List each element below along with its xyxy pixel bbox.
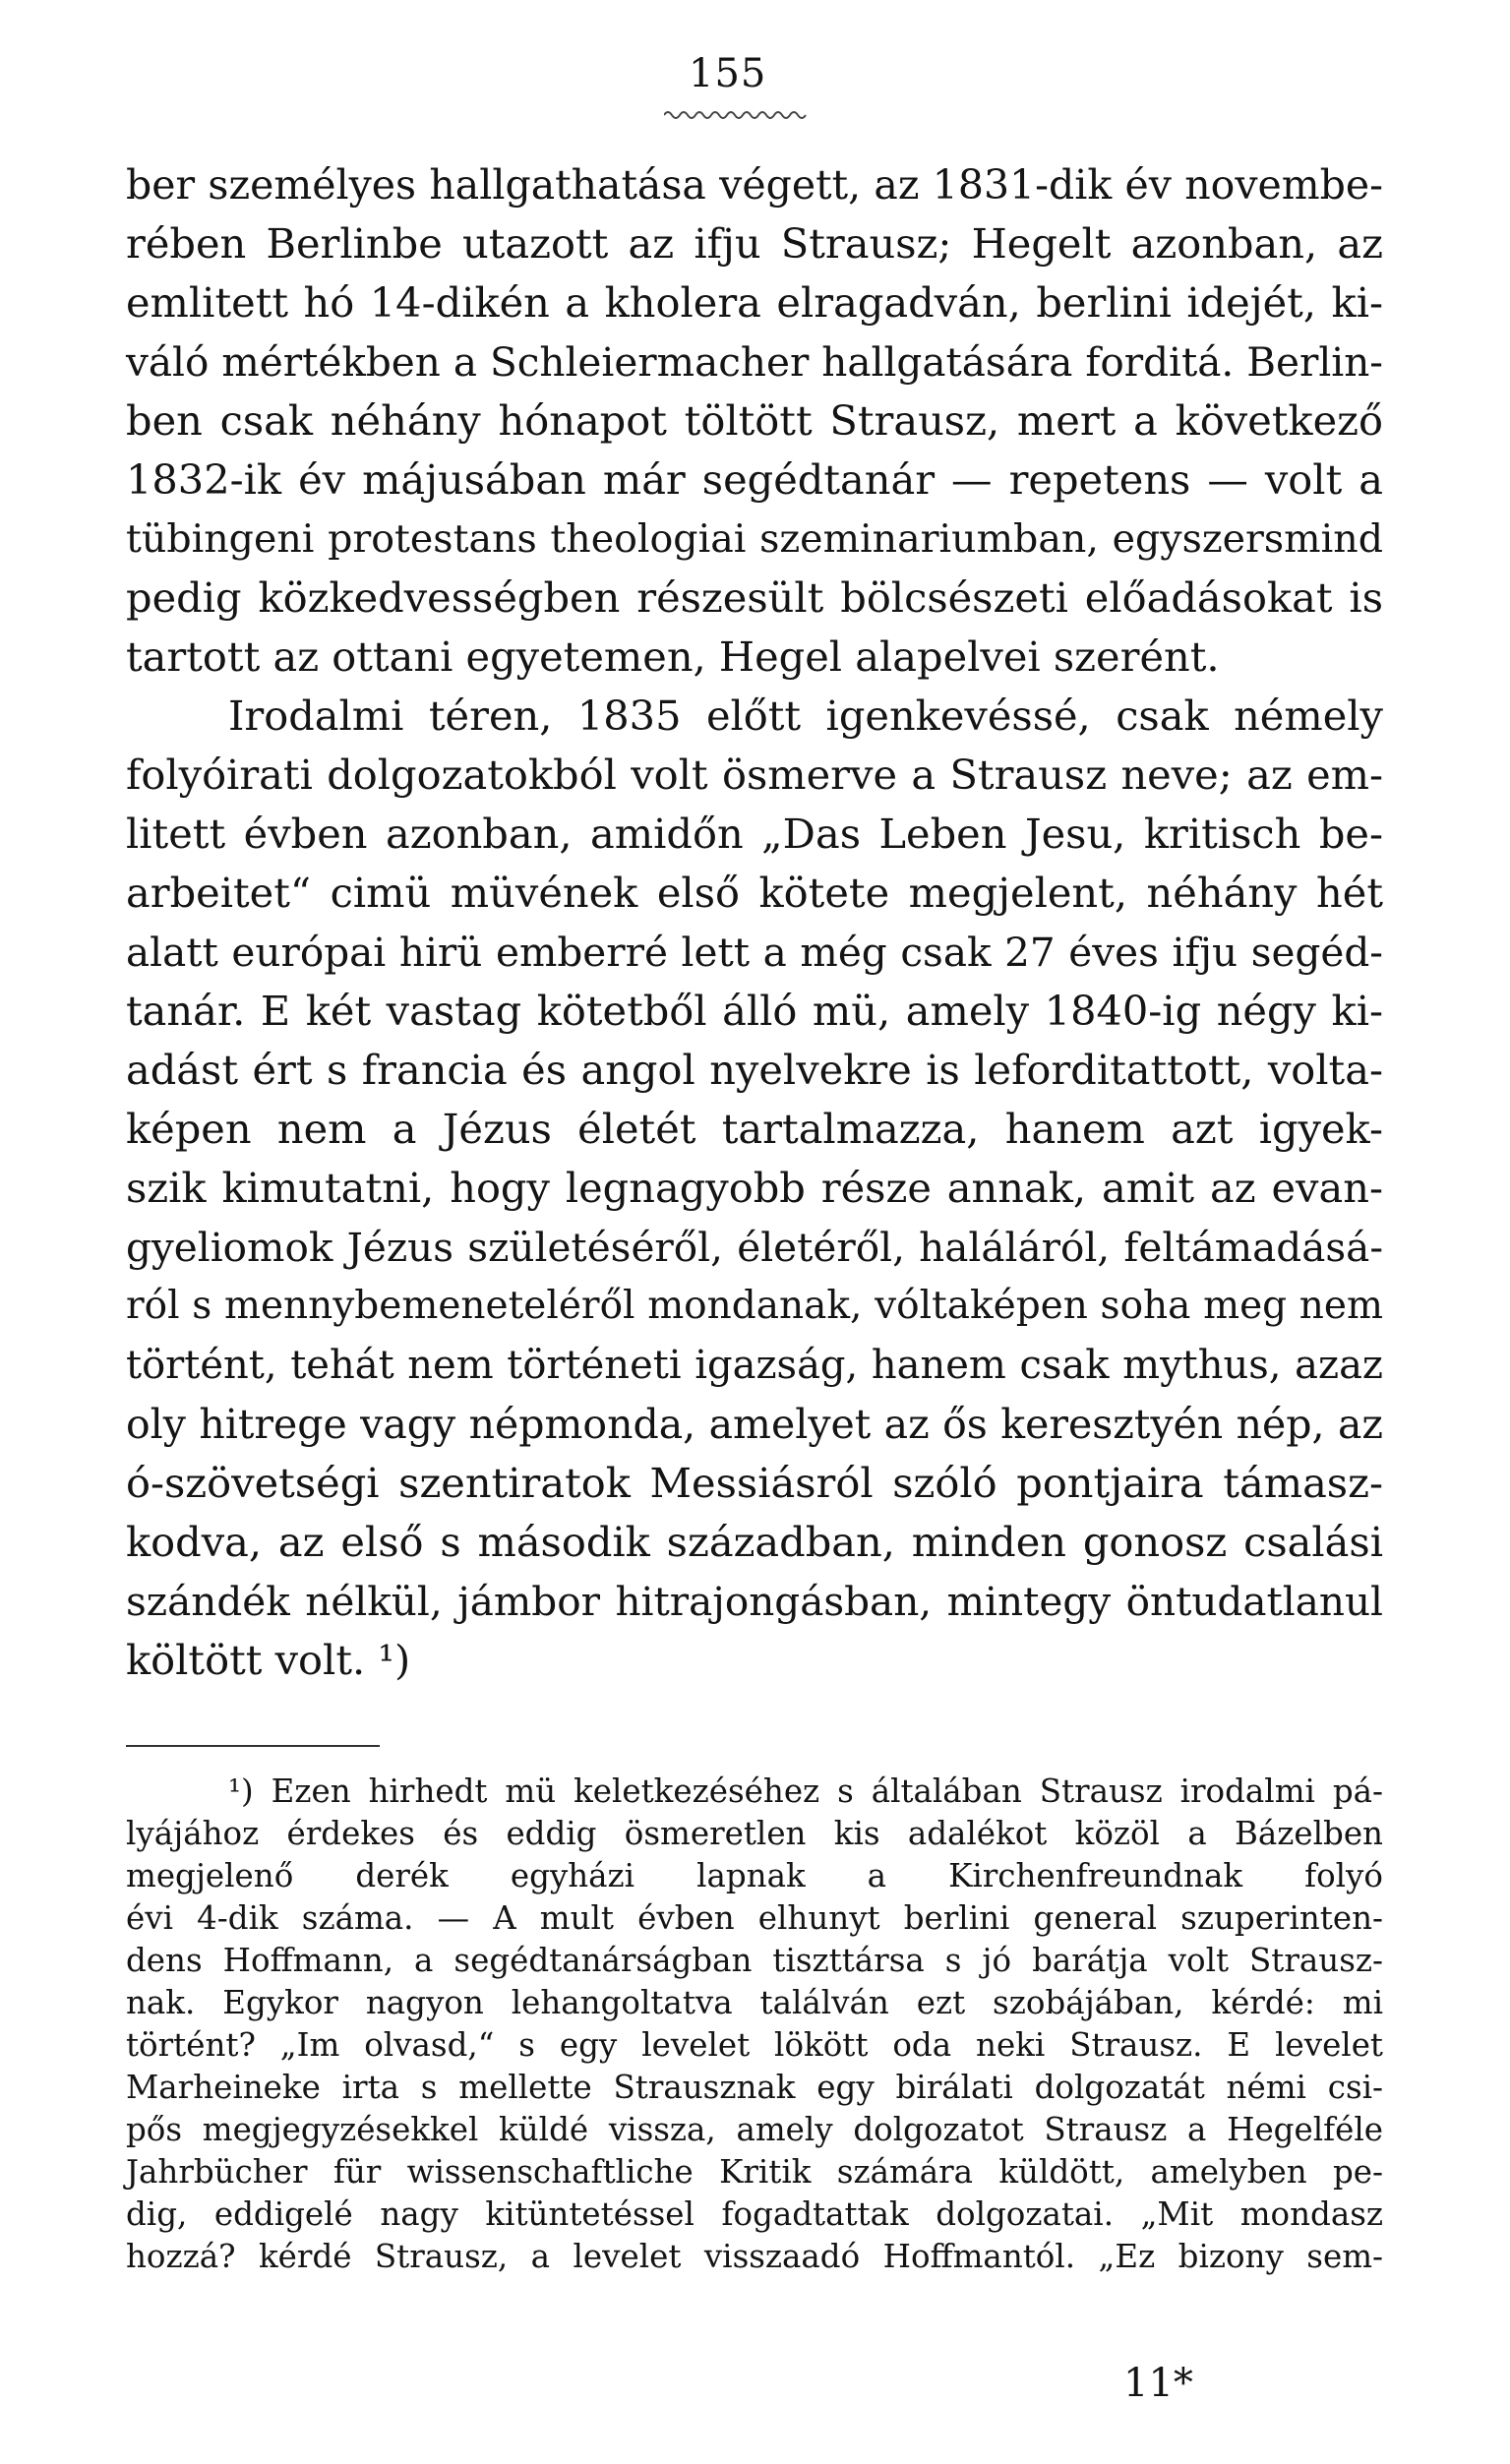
body-line: arbeitet“ cimü müvének első kötete megjelent, néhány hét [126, 869, 1383, 917]
page-number: 155 [689, 51, 767, 96]
body-line: szik kimutatni, hogy legnagyobb része annak, amit az evan- [126, 1164, 1383, 1212]
footnote-line: ¹) Ezen hirhedt mü keletkezéséhez s általában Strausz irodalmi pá- [228, 1773, 1383, 1810]
body-line: ben csak néhány hónapot töltött Strausz, mert a következő [126, 396, 1383, 445]
footnote-line: évi 4-dik száma. — A mult évben elhunyt berlini general szuperinten- [126, 1899, 1383, 1937]
header-ornament [664, 108, 812, 122]
footnote-line: Jahrbücher für wissenschaftliche Kritik számára küldött, amelyben pe- [126, 2153, 1383, 2191]
body-line: ber személyes hallgathatása végett, az 1831-dik év novembe- [126, 161, 1383, 209]
footnote-line: pős megjegyzésekkel küldé vissza, amely dolgozatot Strausz a Hegelféle [126, 2111, 1383, 2148]
body-line: alatt európai hirü emberré lett a még csak 27 éves ifju segéd- [126, 929, 1383, 976]
body-line: képen nem a Jézus életét tartalmazza, hanem azt igyek- [126, 1105, 1383, 1153]
body-line: tübingeni protestans theologiai szeminariumban, egyszersmind [126, 516, 1383, 562]
footnote-line: történt? „Im olvasd,“ s egy levelet lökött oda neki Strausz. E levelet [126, 2026, 1383, 2064]
body-line: oly hitrege vagy népmonda, amelyet az ős keresztyén nép, az [126, 1401, 1383, 1448]
body-line: tanár. E két vastag kötetből álló mü, amely 1840-ig négy ki- [126, 987, 1383, 1035]
body-line: történt, tehát nem történeti igazság, hanem csak mythus, azaz [126, 1343, 1383, 1388]
body-line: költött volt. ¹) [126, 1636, 411, 1684]
body-line: ról s mennybemeneteléről mondanak, vóltaképen soha meg nem [126, 1284, 1383, 1328]
body-line: váló mértékben a Schleiermacher hallgatására forditá. Berlin- [126, 338, 1383, 386]
body-line: emlitett hó 14-dikén a kholera elragadván, berlini idejét, ki- [126, 278, 1383, 327]
footnote-line: megjelenő derék egyházi lapnak a Kirchenfreundnak folyó [126, 1857, 1383, 1894]
footnote-line: lyájához érdekes és eddig ösmeretlen kis adalékot közöl a Bázelben [126, 1815, 1383, 1852]
body-line: adást ért s francia és angol nyelvekre is leforditattott, volta- [126, 1046, 1383, 1094]
footnote-line: Marheineke irta s mellette Strausznak egy birálati dolgozatát némi csi- [126, 2069, 1383, 2106]
body-line: ó-szövetségi szentiratok Messiásról szóló pontjaira támasz- [126, 1459, 1383, 1507]
footnote-rule [126, 1745, 380, 1747]
body-line: litett évben azonban, amidőn „Das Leben Jesu, kritisch be- [126, 810, 1383, 858]
body-line: 1832-ik év májusában már segédtanár — repetens — volt a [126, 455, 1383, 504]
body-line: Irodalmi téren, 1835 előtt igenkevéssé, csak némely [228, 691, 1383, 740]
body-line: rében Berlinbe utazott az ifju Strausz; Hegelt azonban, az [126, 219, 1383, 268]
footnote-line: dig, eddigelé nagy kitüntetéssel fogadtattak dolgozatai. „Mit mondasz [126, 2195, 1383, 2233]
body-line: kodva, az első s második században, minden gonosz csalási [126, 1518, 1383, 1566]
footnote-line: hozzá? kérdé Strausz, a levelet visszaadó Hoffmantól. „Ez bizony sem- [126, 2238, 1383, 2275]
signature-mark: 11* [1123, 2361, 1193, 2406]
body-line: gyeliomok Jézus születéséről, életéről, haláláról, feltámadásá- [126, 1224, 1383, 1271]
body-line: szándék nélkül, jámbor hitrajongásban, mintegy öntudatlanul [126, 1578, 1383, 1625]
footnote-line: dens Hoffmann, a segédtanárságban tiszttársa s jó barátja volt Strausz- [126, 1942, 1383, 1979]
body-line: pedig közkedvességben részesült bölcsészeti előadásokat is [126, 573, 1383, 622]
footnote-line: nak. Egykor nagyon lehangoltatva találván ezt szobájában, kérdé: mi [126, 1984, 1383, 2021]
body-line: tartott az ottani egyetemen, Hegel alapelvei szerént. [126, 632, 1220, 681]
body-line: folyóirati dolgozatokból volt ösmerve a Strausz neve; az em- [126, 751, 1383, 799]
